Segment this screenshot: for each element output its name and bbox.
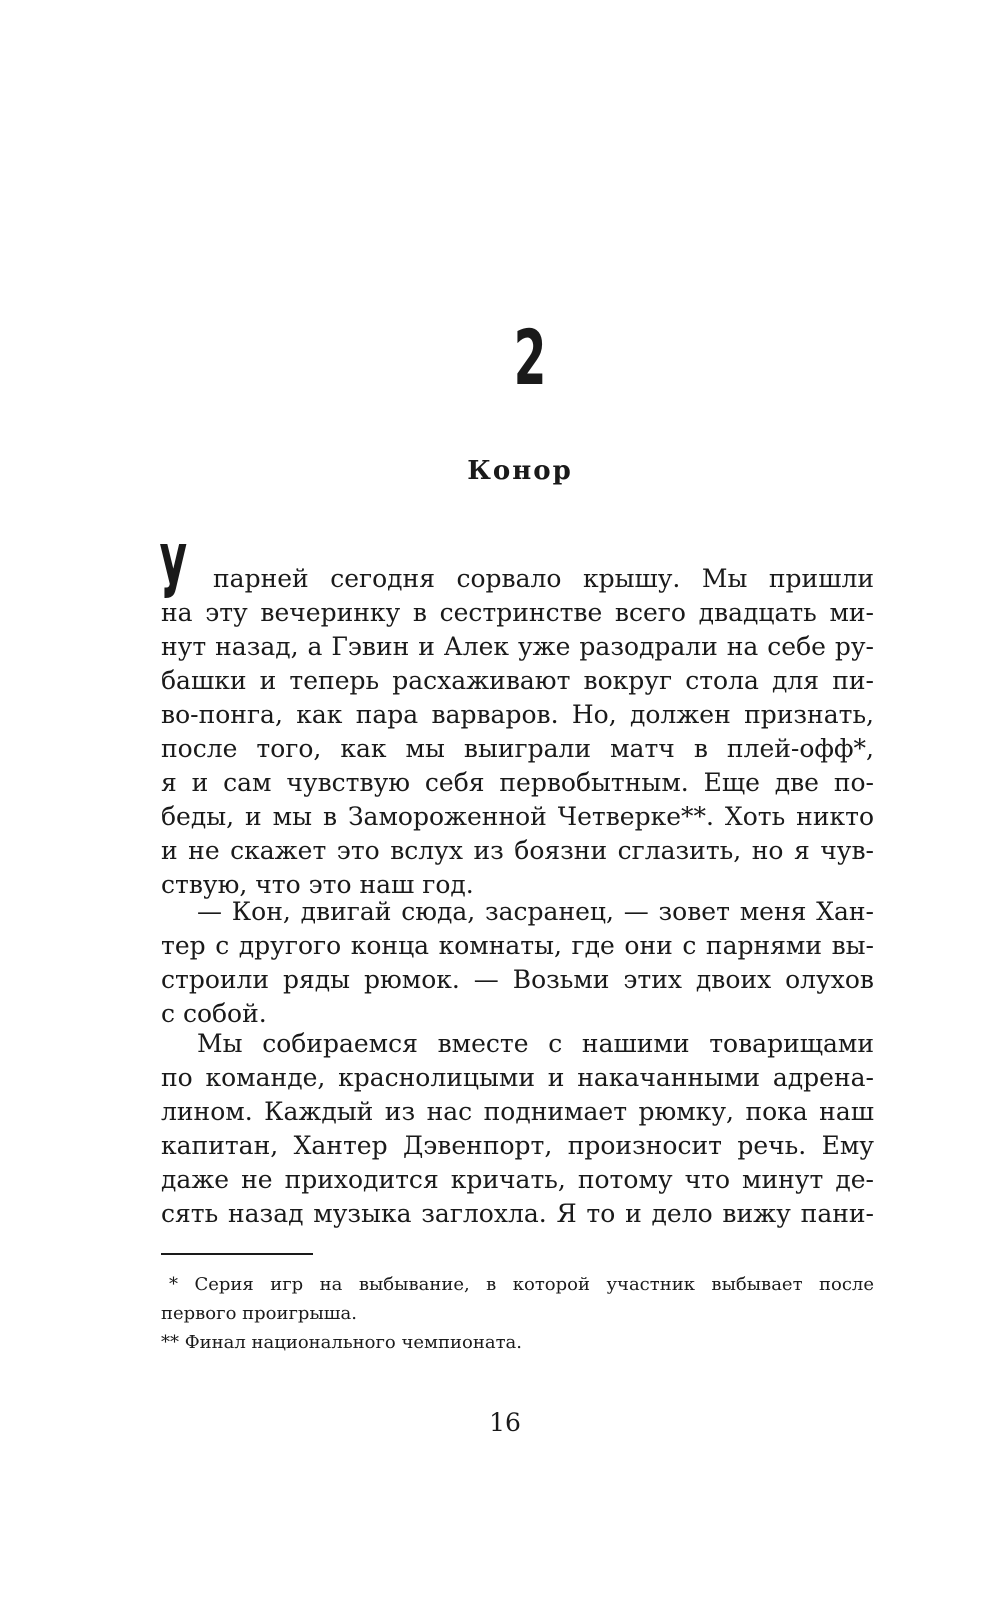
paragraph-2 <box>161 895 874 1031</box>
chapter-number-text: 2 <box>513 313 547 402</box>
text-line: на эту вечеринку в сестринстве всего двадцать ми- <box>161 598 874 627</box>
chapter-number <box>201 313 821 402</box>
text-line: лином. Каждый из нас поднимает рюмку, пока наш <box>161 1097 874 1126</box>
footnote-divider <box>161 1253 313 1255</box>
text-line: с собой. <box>161 999 267 1028</box>
text-line: во-понга, как пара варваров. Но, должен признать, <box>161 700 874 729</box>
text-line: башки и теперь расхаживают вокруг стола для пи- <box>161 666 874 695</box>
footnotes <box>161 1270 874 1357</box>
text-line: и не скажет это вслух из боязни сглазить, но я чув- <box>161 836 874 865</box>
text-line: Мы собираемся вместе с нашими товарищами <box>197 1029 874 1058</box>
footnote-1-line: первого проигрыша. <box>161 1303 357 1324</box>
text-line: нут назад, а Гэвин и Алек уже разодрали на себе ру- <box>161 632 874 661</box>
text-line: ствую, что это наш год. <box>161 870 474 899</box>
paragraph-1 <box>159 530 874 902</box>
text-line: тер с другого конца комнаты, где они с парнями вы- <box>161 931 874 960</box>
text-line: после того, как мы выиграли матч в плей-офф*, <box>161 734 874 763</box>
page-number: 16 <box>489 1408 521 1437</box>
text-line: — Кон, двигай сюда, засранец, — зовет меня Хан- <box>197 897 874 926</box>
text-line: строили ряды рюмок. — Возьми этих двоих олухов <box>161 965 874 994</box>
text-line: парней сегодня сорвало крышу. Мы пришли <box>213 564 874 593</box>
chapter-title: Конор <box>467 456 573 486</box>
text-line: даже не приходится кричать, потому что минут де- <box>161 1165 874 1194</box>
paragraph-3 <box>161 1027 874 1231</box>
text-line: я и сам чувствую себя первобытным. Еще две по- <box>161 768 874 797</box>
footnote-2: ** Финал национального чемпионата. <box>161 1332 522 1353</box>
text-line: беды, и мы в Замороженной Четверке**. Хоть никто <box>161 802 874 831</box>
text-line: капитан, Хантер Дэвенпорт, произносит речь. Ему <box>161 1131 874 1160</box>
text-line: сять назад музыка заглохла. Я то и дело вижу пани- <box>161 1199 874 1228</box>
text-line: по команде, краснолицыми и накачанными адрена- <box>161 1063 874 1092</box>
drop-cap: У <box>159 530 188 616</box>
footnote-1-line: * Серия игр на выбывание, в которой участник выбывает после <box>169 1274 874 1295</box>
